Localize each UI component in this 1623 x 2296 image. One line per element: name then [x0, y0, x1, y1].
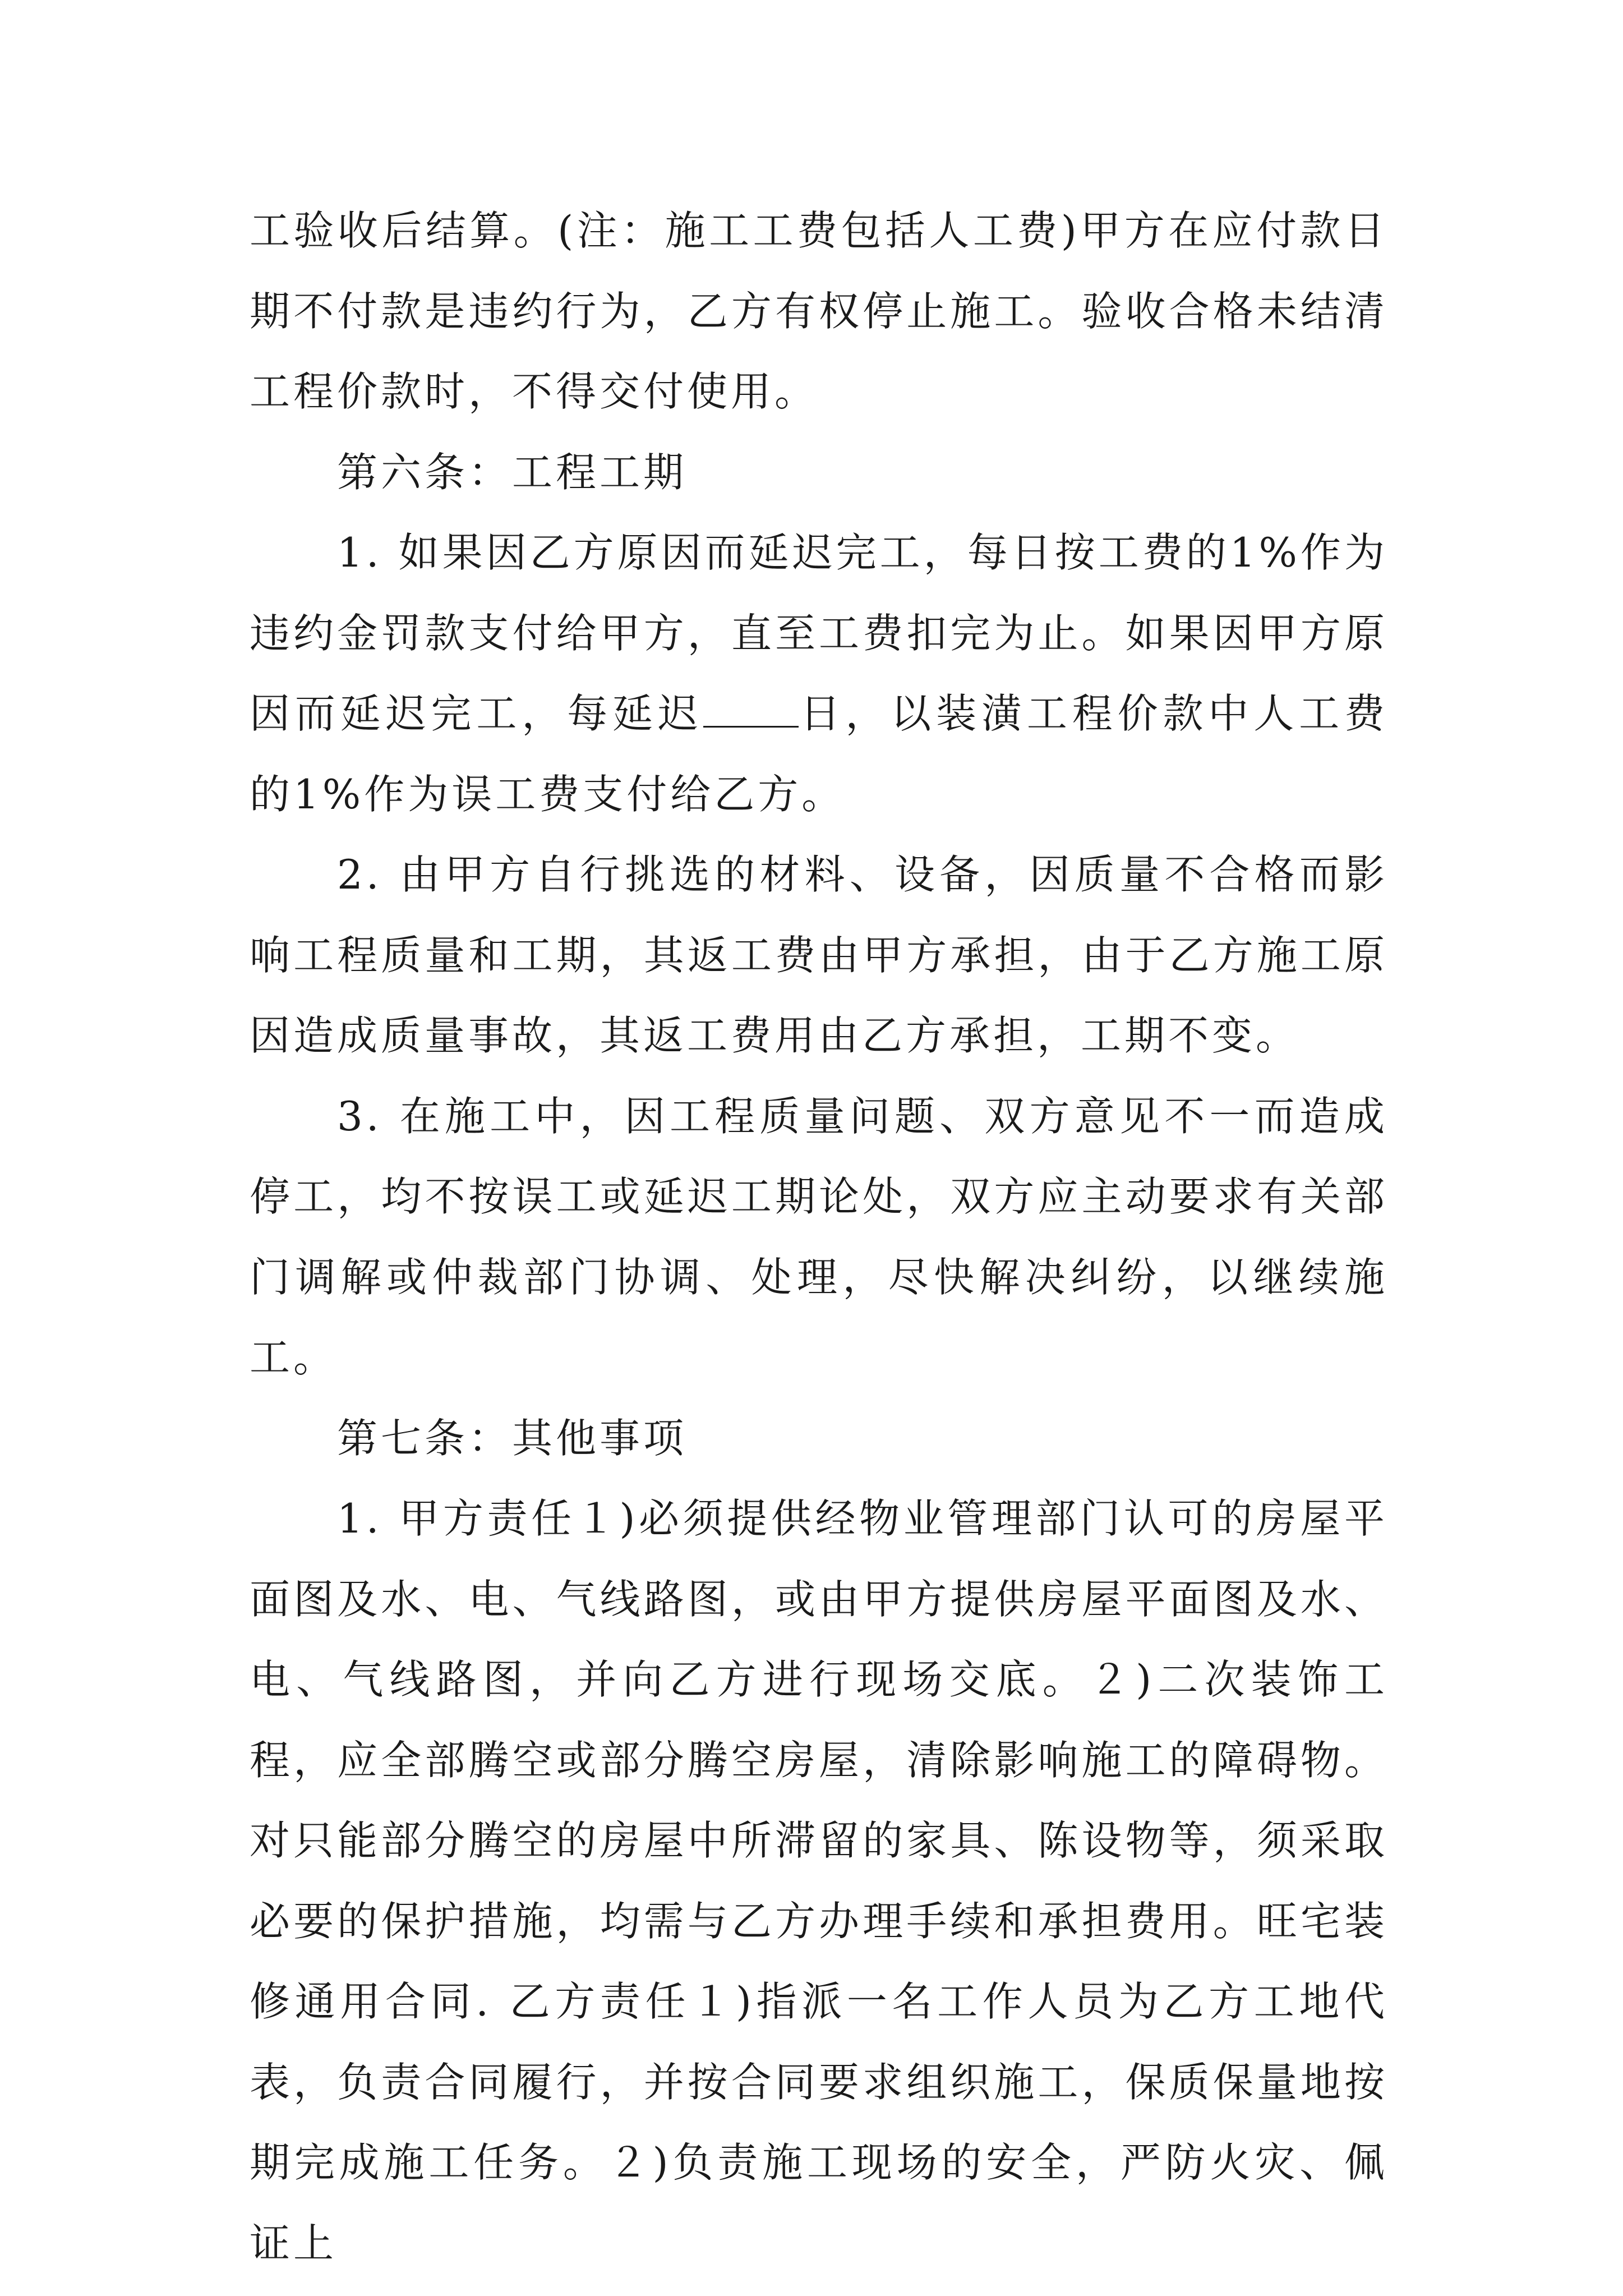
paragraph-6-3: 3. 在施工中，因工程质量问题、双方意见不一而造成停工，均不按误工或延迟工期论处，双方应主动要求有关部门调解或仲裁部门协调、处理，尽快解决纠纷，以继续施工。	[250, 1092, 1388, 1381]
article-seven-heading: 第七条：其他事项	[337, 1414, 688, 1462]
paragraph-payment-terms: 工验收后结算。(注：施工工费包括人工费)甲方在应付款日期不付款是违约行为，乙方有权停止施工。验收合格未结清工程价款时，不得交付使用。	[250, 207, 1388, 415]
article-six-heading: 第六条：工程工期	[337, 448, 688, 496]
document-body	[250, 191, 1388, 2284]
fill-in-blank-days	[703, 692, 799, 728]
paragraph-6-1-part-a: 1. 如果因乙方原因而延迟完工，每日按工费的1%作为违约金罚款支付给甲方，直至工费扣完为止。如果因甲方原因而延迟完工，每延迟	[250, 529, 1388, 737]
paragraph-7-1: 1. 甲方责任１)必须提供经物业管理部门认可的房屋平面图及水、电、气线路图，或由甲方提供房屋平面图及水、电、气线路图，并向乙方进行现场交底。２)二次装饰工程，应全部腾空或部分腾空房屋，清除影响施工的障碍物。对只能部分腾空的房屋中所滞留的家具、陈设物等，须采取必要的保护措施，均需与乙方办理手续和承担费用。旺宅装修通用合同. 乙方责任１)指派一名工作人员为乙方工地代表，负责合同履行，并按合同要求组织施工，保质保量地按期完成施工任务。２)负责施工现场的安全，严防火灾、佩证上	[250, 1495, 1388, 2267]
paragraph-6-2: 2. 由甲方自行挑选的材料、设备，因质量不合格而影响工程质量和工期，其返工费由甲方承担，由于乙方施工原因造成质量事故，其返工费用由乙方承担，工期不变。	[250, 851, 1388, 1059]
paragraph-6-1-part-b: 日，以装潢工程价款中人工费的1%作为误工费支付给乙方。	[250, 690, 1388, 818]
paragraph-6-1	[250, 513, 1388, 835]
